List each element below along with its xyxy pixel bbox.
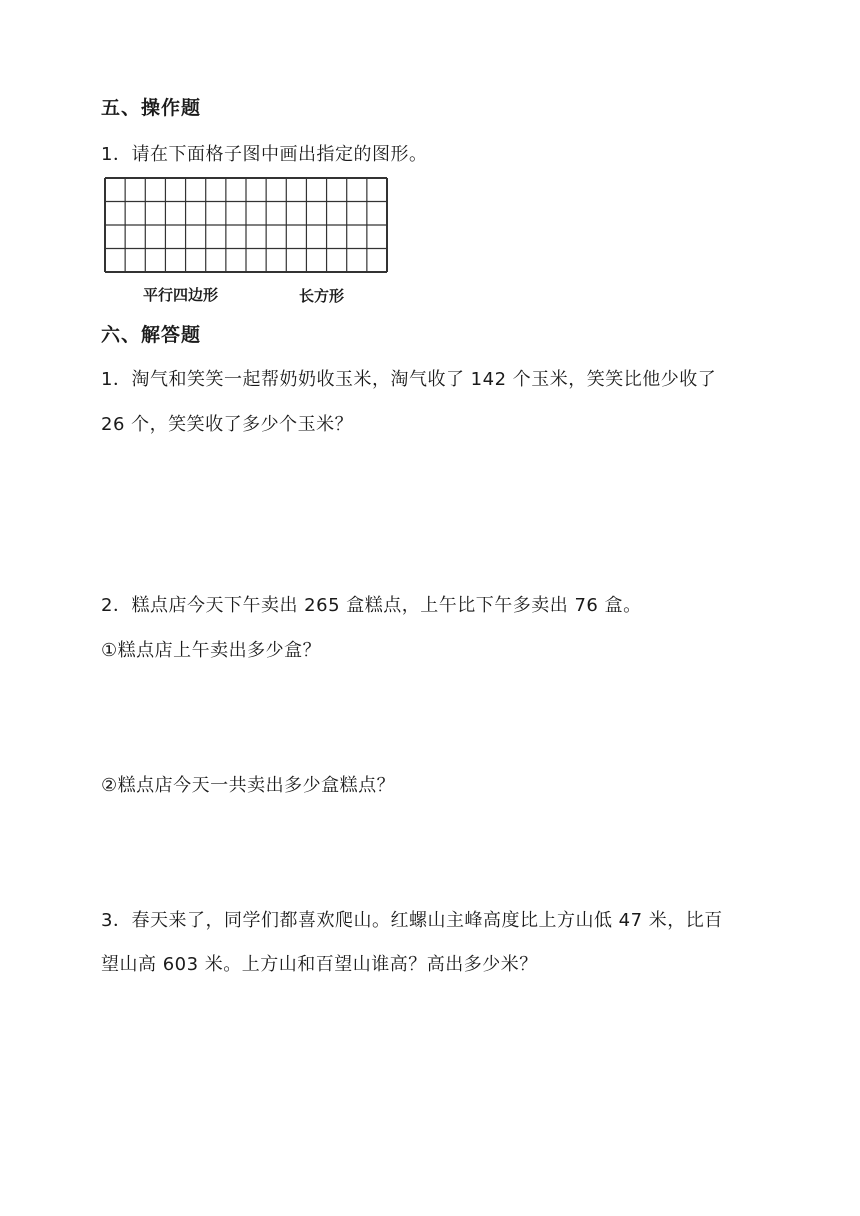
square-grid[interactable] [104,177,388,273]
section-title-answer: 六、解答题 [101,324,202,346]
question-3-line-1: 3．春天来了，同学们都喜欢爬山。红螺山主峰高度比上方山低 47 米，比百 [101,910,723,931]
section-title-operation: 五、操作题 [101,97,202,119]
question-2: 2．糕点店今天下午卖出 265 盒糕点，上午比下午多卖出 76 盒。 [101,595,642,616]
question-1-line-1: 1．淘气和笑笑一起帮奶奶收玉米，淘气收了 142 个玉米，笑笑比他少收了 [101,369,717,390]
question-1-line-2: 26 个，笑笑收了多少个玉米？ [101,414,354,435]
question-2-sub-2: ②糕点店今天一共卖出多少盒糕点？ [101,775,396,796]
question-2-sub-1: ①糕点店上午卖出多少盒？ [101,640,322,661]
question-3-line-2: 望山高 603 米。上方山和百望山谁高？高出多少米？ [101,954,538,975]
grid-label-parallelogram: 平行四边形 [143,286,219,304]
grid-label-rectangle: 长方形 [299,287,345,305]
question-1-draw-shapes: 1．请在下面格子图中画出指定的图形。 [101,144,428,165]
